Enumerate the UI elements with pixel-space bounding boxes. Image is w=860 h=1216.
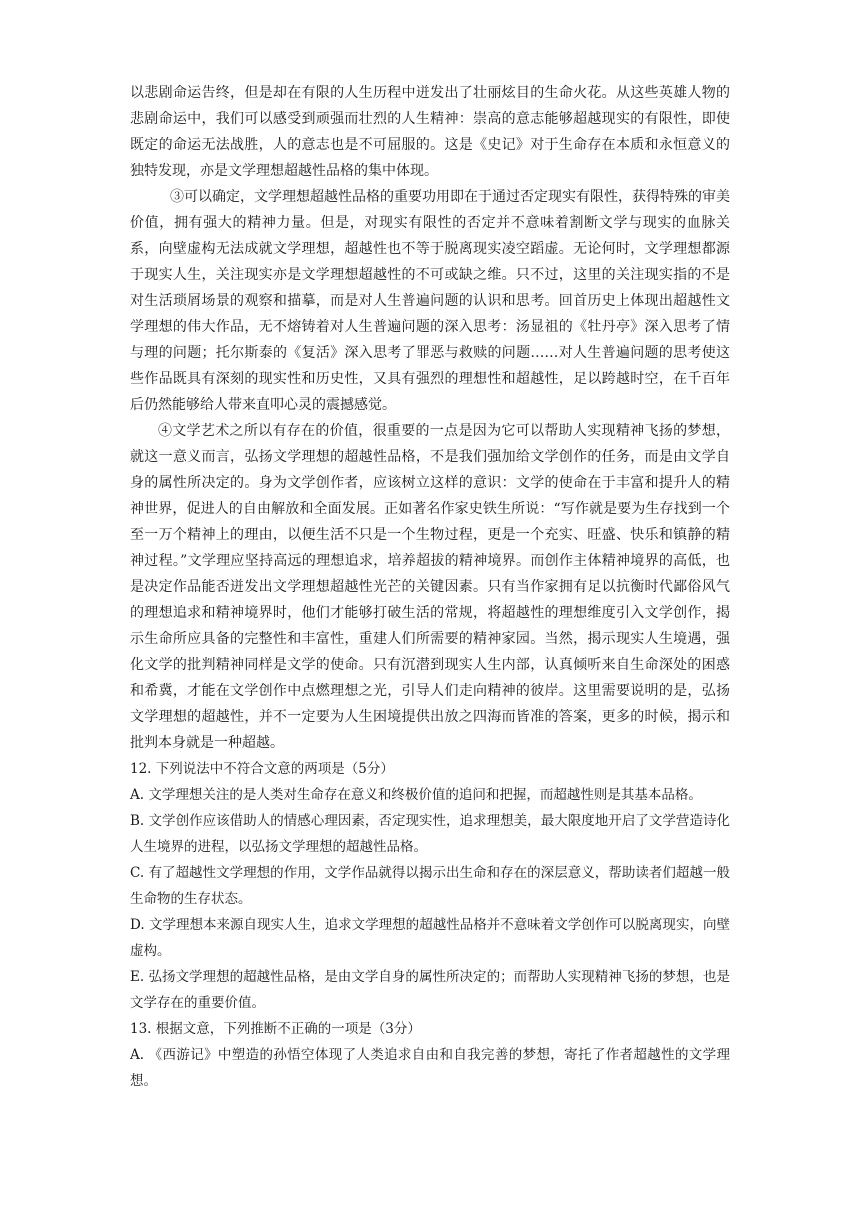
- paragraph-4: ④文学艺术之所以有存在的价值，很重要的一点是因为它可以帮助人实现精神飞扬的梦想，就这一意义而言，弘扬文学理想的超越性品格，不是我们强加给文学创作的任务，而是由文学自身的属性所决定的。身为文学创作者，应该树立这样的意识：文学的使命在于丰富和提升人的精神世界，促进人的自由解放和全面发展。正如著名作家史铁生所说：“写作就是要为生存找到一个至一万个精神上的理由，以便生活不只是一个生物过程，更是一个充实、旺盛、快乐和镇静的精神过程。”文学理应坚持高远的理想追求，培养超拔的精神境界。而创作主体精神境界的高低，也是决定作品能否迸发出文学理想超越性光芒的关键因素。只有当作家拥有足以抗衡时代鄙俗风气的理想追求和精神境界时，他们才能够打破生活的常规，将超越性的理想维度引入文学创作，揭示生命所应具备的完整性和丰富性，重建人们所需要的精神家园。当然，揭示现实人生境遇，强化文学的批判精神同样是文学的使命。只有沉潜到现实人生内部，认真倾听来自生命深处的困惑和希冀，才能在文学创作中点燃理想之光，引导人们走向精神的彼岸。这里需要说明的是，弘扬文学理想的超越性，并不一定要为人生困境提供出放之四海而皆准的答案，更多的时候，揭示和批判本身就是一种超越。: [130, 423, 730, 751]
- question-12-option-c: C. 有了超越性文学理想的作用，文学作品就得以揭示出生命和存在的深层意义，帮助读者们超越一般生命物的生存状态。: [130, 865, 730, 907]
- paragraph-continuation: 以悲剧命运告终，但是却在有限的人生历程中迸发出了壮丽炫目的生命火花。从这些英雄人物的悲剧命运中，我们可以感受到顽强而壮烈的人生精神：崇高的意志能够超越现实的有限性，即使既定的命运无法战胜，人的意志也是不可屈服的。这是《史记》对于生命存在本质和永恒意义的独特发现，亦是文学理想超越性品格的集中体现。: [130, 85, 730, 179]
- question-12-option-e: E. 弘扬文学理想的超越性品格，是由文学自身的属性所决定的；而帮助人实现精神飞扬的梦想，也是文学存在的重要价值。: [130, 969, 730, 1011]
- question-13-option-a: A. 《西游记》中塑造的孙悟空体现了人类追求自由和自我完善的梦想，寄托了作者超越性的文学理想。: [130, 1047, 730, 1089]
- paragraph-3: ③可以确定，文学理想超越性品格的重要功用即在于通过否定现实有限性，获得特殊的审美价值，拥有强大的精神力量。但是，对现实有限性的否定并不意味着割断文学与现实的血脉关系，向壁虚构无法成就文学理想，超越性也不等于脱离现实凌空蹈虚。无论何时，文学理想都源于现实人生，关注现实亦是文学理想超越性的不可或缺之维。只不过，这里的关注现实指的不是对生活琐屑场景的观察和描摹，而是对人生普遍问题的认识和思考。回首历史上体现出超越性文学理想的伟大作品，无不熔铸着对人生普遍问题的深入思考：汤显祖的《牡丹亭》深入思考了情与理的问题；托尔斯泰的《复活》深入思考了罪恶与救赎的问题……对人生普遍问题的思考使这些作品既具有深刻的现实性和历史性，又具有强烈的理想性和超越性，足以跨越时空，在千百年后仍然能够给人带来直叩心灵的震撼感觉。: [130, 189, 730, 413]
- question-13-stem: 13. 根据文意，下列推断不正确的一项是（3分）: [130, 1021, 421, 1037]
- question-12-option-a: A. 文学理想关注的是人类对生命存在意义和终极价值的追问和把握，而超越性则是其基本品格。: [130, 787, 702, 803]
- question-12-option-d: D. 文学理想本来源自现实人生，追求文学理想的超越性品格并不意味着文学创作可以脱离现实，向壁虚构。: [130, 917, 730, 959]
- document-page: [130, 80, 730, 1094]
- question-12-stem: 12. 下列说法中不符合文意的两项是（5分）: [130, 761, 394, 777]
- question-12-option-b: B. 文学创作应该借助人的情感心理因素，否定现实性，追求理想美，最大限度地开启了文学营造诗化人生境界的进程，以弘扬文学理想的超越性品格。: [130, 813, 730, 855]
